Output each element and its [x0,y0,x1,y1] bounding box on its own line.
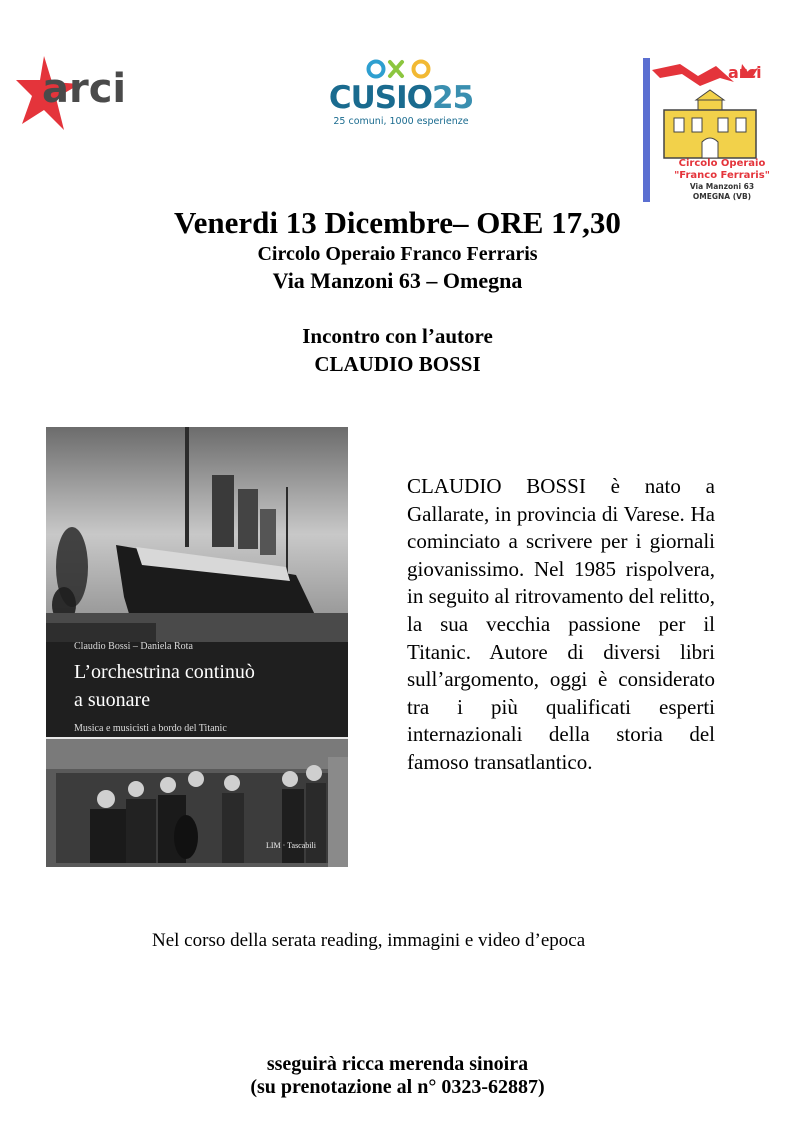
circolo-arci-text: arci [728,63,762,82]
book-publisher: LIM · Tascabili [266,841,316,850]
cusio-tagline: 25 comuni, 1000 esperienze [333,116,469,127]
book-title-line1: L’orchestrina continuò [74,661,255,683]
evening-program: Nel corso della serata reading, immagini e video d’epoca [152,930,586,951]
event-address: Via Manzoni 63 – Omegna [272,268,523,293]
circolo-operaio-logo [640,56,782,206]
cusio-wordmark: CUSIO25 [328,80,474,116]
booking-phone: (su prenotazione al n° 0323-62887) [250,1076,545,1098]
author-name: CLAUDIO BOSSI [314,352,481,376]
arci-star-icon [14,52,134,136]
circolo-line1: Circolo Operaio [678,158,766,169]
circolo-line3: Via Manzoni 63 [689,182,755,191]
arci-logo [14,52,134,136]
circolo-line4: OMEGNA (VB) [692,192,752,201]
event-intro: Incontro con l’autore [302,324,493,348]
merenda-note: sseguirà ricca merenda sinoira [266,1053,529,1075]
event-venue: Circolo Operaio Franco Ferraris [257,243,538,265]
book-divider-line [46,737,348,739]
arci-logo-text: arci [42,66,127,112]
book-title-line2: a suonare [74,689,151,711]
cusio25-logo [326,56,476,130]
author-biography: CLAUDIO BOSSI è nato a Gallarate, in provincia di Varese. Ha cominciato a scrivere per i giornali giovanissimo. Nel 1985 rispolvera, in seguito al ritrovamento del relitto, la sua vecchia passione per il Titanic. Autore di diversi libri sull’argomento, oggi è considerato tra i più qualificati esperti internazionali della storia del famoso transatlantico. [407,474,715,774]
book-authors: Claudio Bossi – Daniela Rota [74,641,193,652]
event-date-time: Venerdi 13 Dicembre– ORE 17,30 [174,205,621,240]
book-cover-image [46,427,348,867]
circolo-line2: "Franco Ferraris" [674,170,770,181]
cusio-rings-icon [326,56,476,82]
book-subtitle: Musica e musicisti a bordo del Titanic [74,723,227,734]
